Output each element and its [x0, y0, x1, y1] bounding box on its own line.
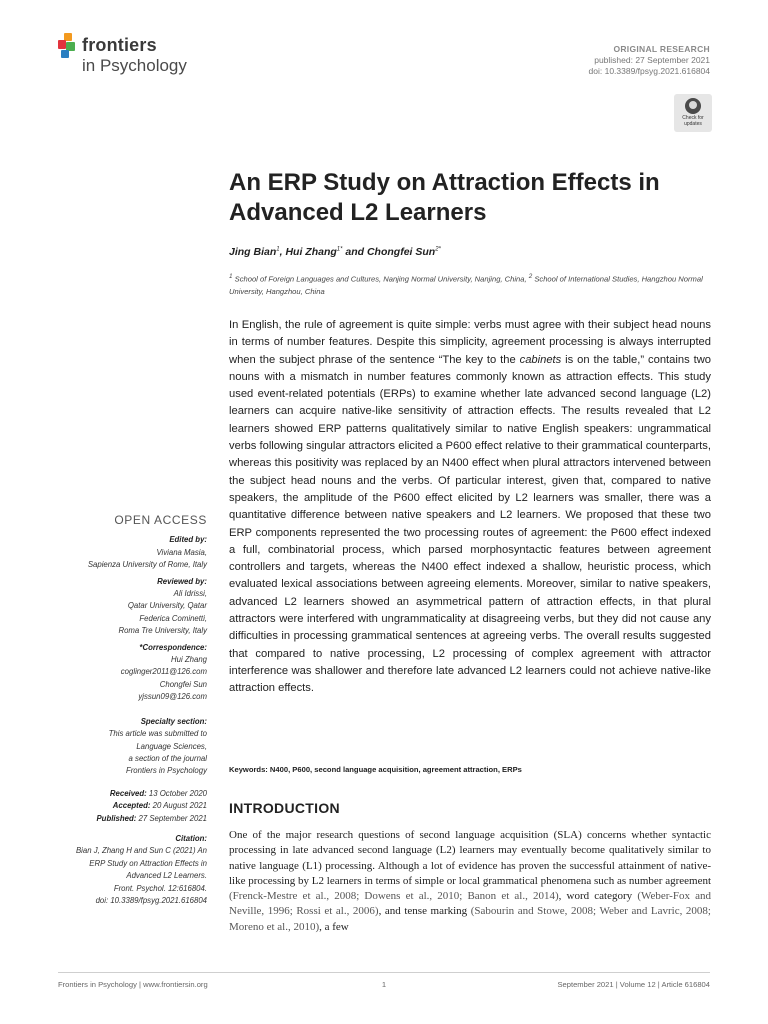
received-value: 13 October 2020 [146, 788, 207, 798]
abstract [229, 317, 711, 698]
check-updates-label: Check for updates [682, 115, 704, 127]
separator: , [279, 246, 286, 258]
reviewer-name: Federica Cominetti, [139, 613, 207, 623]
abstract-emphasis: cabinets [519, 353, 562, 366]
specialty-line: a section of the journal [128, 753, 207, 763]
citation-line: Front. Psychol. 12:616804. [113, 883, 207, 893]
received-date [58, 788, 207, 800]
page-number: 1 [381, 980, 387, 989]
introduction-body [229, 828, 711, 935]
accepted-label: Accepted: [112, 801, 151, 811]
citation-line: Bian J, Zhang H and Sun C (2021) An [75, 846, 207, 856]
affiliations [229, 271, 709, 298]
keywords-text: Keywords: N400, P600, second language acquisition, agreement attraction, ERPs [229, 765, 522, 774]
open-access-label: OPEN ACCESS [114, 513, 207, 527]
sidebar [58, 514, 207, 907]
correspondence-heading: *Correspondence: [139, 642, 207, 652]
reviewed-by-heading: Reviewed by: [157, 576, 207, 586]
article-meta [589, 44, 710, 77]
accepted-value: 20 August 2021 [150, 801, 207, 811]
intro-text: One of the major research questions of second language acquisition (SLA) concerns whether syntactic processing in late advanced second language (L2) learners may eventually become qualitatively similar to native language (L1) processing. Although a lot of evidence has proven the successful attainment of native-like processing by L2 learners in terms of simple or local grammatical phenomena such as number agreement [229, 829, 712, 887]
affil-marker: 1 [276, 246, 280, 253]
intro-text: , word category [558, 890, 638, 903]
author-name[interactable]: Jing Bian [229, 246, 277, 258]
correspondent-email[interactable]: yjssun09@126.com [138, 692, 207, 702]
affil-marker: 2 [528, 273, 533, 280]
intro-text: , a few [319, 920, 349, 933]
published-date-sidebar [58, 813, 207, 825]
editor-name: Viviana Masia, [156, 547, 207, 557]
logo-line1: frontiers [82, 35, 157, 55]
author-list [229, 246, 441, 258]
article-type: ORIGINAL RESEARCH [613, 44, 710, 54]
specialty-line: Frontiers in Psychology [125, 766, 207, 776]
check-updates-icon [685, 98, 701, 114]
citation-line: ERP Study on Attraction Effects in [89, 858, 207, 868]
journal-logo[interactable] [58, 33, 238, 81]
specialty-line: Language Sciences, [136, 741, 207, 751]
article-title: An ERP Study on Attraction Effects in Advanced L2 Learners [229, 169, 660, 226]
affiliation-text: School of Foreign Languages and Cultures, Nanjing Normal University, Nanjing, China, [232, 274, 529, 284]
published-date: published: 27 September 2021 [594, 55, 710, 65]
reviewer-affiliation: Qatar University, Qatar [127, 601, 207, 611]
citation-line: Advanced L2 Learners. [126, 871, 207, 881]
citation-doi[interactable]: doi: 10.3389/fpsyg.2021.616804 [95, 895, 207, 905]
abstract-text: is on the table,” contains two nouns with a mismatch in number features commonly known as attraction effects. This study used event-related potentials (ERPs) to examine whether late advanced second language (L2) learners can acquire native-like sensitivity of attraction effects. The results revealed that L2 learners showed ERP patterns qualitatively similar to native English speakers: ungrammatical verbs following singular attractors elicited a P600 effect relative to their grammatical counterparts, whereas this positivity was replaced by an N400 effect when plural attractors intervened between the subject head nouns and the verbs. Of particular interest, given that, compared to native speakers, the amplitude of the P600 effect elicited by L2 learners was smaller, there was a quantitative difference between native speakers and L2 learners. We proposed that these two ERP components represented the two processing routes of agreement: the P600 effect indexed a full, combinatorial process, which parsed morphosyntactic features between agreement controllers and targets, whereas the N400 effect indexed a shallow, heuristic process, which evaluated lexical associations between agreeing elements. Moreover, similar to native speakers, advanced L2 learners showed an asymmetrical pattern of attraction effects, in that plural attractors were interfered with ungrammaticality at disagreeing verbs, but they did not cause any difficulties in processing grammatical sentences at agreeing verbs. The overall results suggested that compared to native processing, L2 processing of complex agreement with attractor interference was shallower and therefore late advanced L2 learners could not achieve native-like attraction effects. [229, 353, 711, 695]
affil-marker: 1 [229, 273, 233, 280]
specialty-line: This article was submitted to [108, 729, 207, 739]
citation-link[interactable]: (Frenck-Mestre et al., 2008; Dowens et al., 2010; Banon et al., 2014) [229, 890, 559, 903]
citation-heading: Citation: [175, 833, 207, 843]
correspondent-name: Chongfei Sun [159, 679, 207, 689]
introduction-heading: INTRODUCTION [229, 800, 340, 816]
intro-text: , and tense marking [378, 905, 471, 918]
citation-link[interactable]: (Weber-Fox and Neville, 1996; Rossi et al., 2006) [229, 890, 711, 918]
edited-by-heading: Edited by: [169, 535, 207, 545]
abstract-text: In English, the rule of agreement is quite simple: verbs must agree with their subject head nouns in terms of number features. Despite this simplicity, agreement processing is always interrupted when the subject phrase of the sentence “The key to the [229, 319, 711, 366]
correspondent-name: Hui Zhang [171, 655, 207, 665]
keywords [229, 765, 522, 774]
received-label: Received: [109, 788, 147, 798]
published-label: Published: [96, 813, 137, 823]
reviewer-name: Ali Idrissi, [173, 589, 207, 599]
separator: and [342, 246, 367, 258]
accepted-date [58, 800, 207, 812]
affil-marker: 1* [336, 246, 343, 253]
reviewer-affiliation: Roma Tre University, Italy [118, 626, 207, 636]
editor-affiliation: Sapienza University of Rome, Italy [87, 560, 207, 570]
check-for-updates-button[interactable] [674, 94, 712, 132]
frontiers-logo-icon [58, 33, 80, 61]
correspondent-email[interactable]: coglinger2011@126.com [120, 667, 207, 677]
page-footer [58, 972, 710, 994]
author-name[interactable]: Chongfei Sun [366, 246, 436, 258]
logo-line2: in Psychology [82, 56, 187, 75]
footer-journal[interactable]: Frontiers in Psychology | www.frontiersin.org [58, 980, 208, 989]
affiliation-text: School of International Studies, Hangzhou Normal University, Hangzhou, China [229, 274, 703, 296]
citation-link[interactable]: (Sabourin and Stowe, 2008; Weber and Lavric, 2008; Moreno et al., 2010) [229, 905, 711, 933]
doi-link[interactable]: doi: 10.3389/fpsyg.2021.616804 [588, 66, 710, 76]
affil-marker: 2* [435, 246, 441, 253]
published-value: 27 September 2021 [136, 813, 207, 823]
specialty-heading: Specialty section: [140, 716, 207, 726]
footer-issue: September 2021 | Volume 12 | Article 616804 [557, 980, 710, 989]
author-name[interactable]: Hui Zhang [285, 246, 337, 258]
